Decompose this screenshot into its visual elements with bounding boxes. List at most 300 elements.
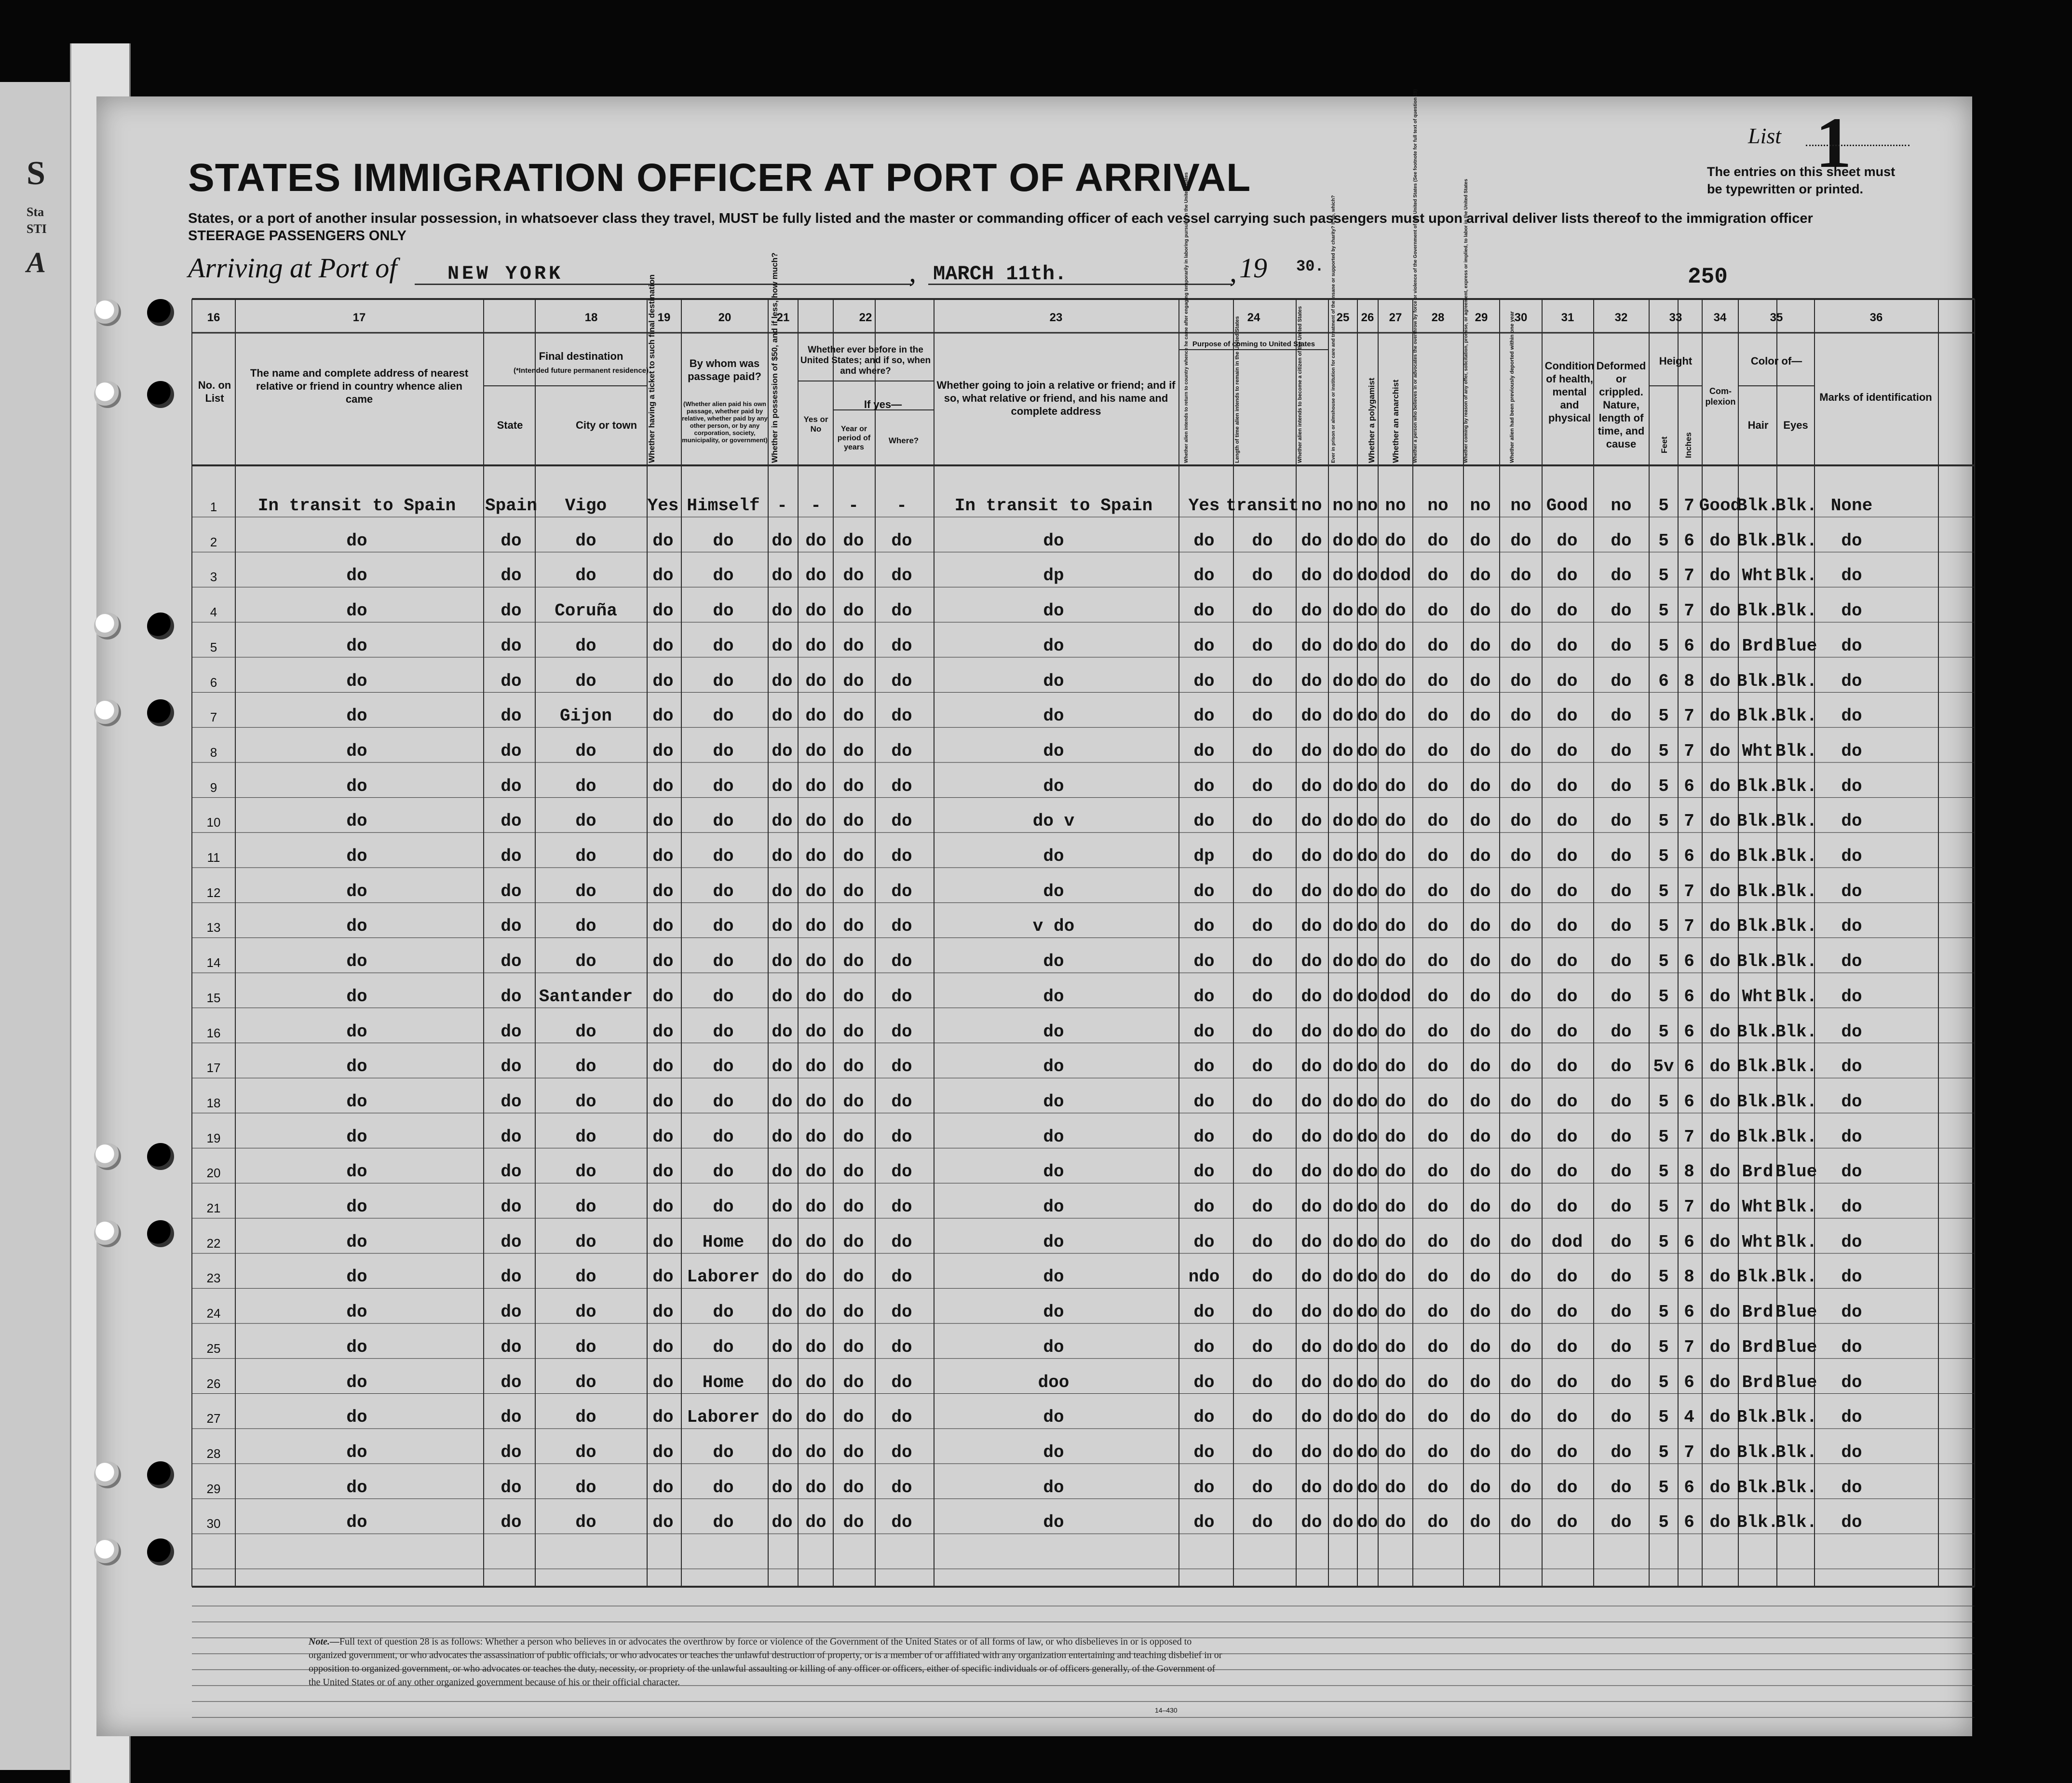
cell-rel: do	[346, 1232, 367, 1252]
cell-join: do	[1043, 636, 1064, 656]
cell-marks: do	[1841, 1337, 1862, 1357]
cell-c25: do	[1332, 636, 1354, 656]
cell-c22b: do	[843, 671, 864, 691]
cell-city: do	[575, 1127, 596, 1147]
cell-c25: do	[1332, 1021, 1354, 1042]
cell-rel: do	[346, 846, 367, 866]
cell-c28: do	[1427, 1197, 1449, 1217]
cell-c31: do	[1557, 1091, 1578, 1112]
cell-join: do	[1043, 1127, 1064, 1147]
cell-p2: do	[1252, 952, 1273, 972]
cell-c22b: do	[843, 1512, 864, 1533]
cell-hair: Blk.	[1736, 1267, 1779, 1287]
cell-c28: do	[1427, 1512, 1449, 1533]
row-number: 27	[206, 1411, 221, 1426]
cell-ft: 5	[1658, 566, 1669, 586]
row-number: 26	[206, 1376, 221, 1391]
cell-c29: do	[1470, 1021, 1491, 1042]
cell-ticket: do	[652, 741, 674, 761]
cell-c30: do	[1510, 1302, 1531, 1322]
cell-c22a: -	[811, 496, 821, 516]
row-number: 2	[210, 534, 217, 549]
cell-state: do	[501, 706, 522, 726]
header-hair: Hair	[1747, 419, 1769, 431]
cell-c22a: do	[805, 846, 826, 866]
cell-in: 7	[1684, 1442, 1694, 1462]
cell-c26: do	[1357, 1091, 1378, 1112]
cell-c28: do	[1427, 671, 1449, 691]
cell-c26: do	[1357, 741, 1378, 761]
cell-p2: do	[1252, 1512, 1273, 1533]
cell-p3: do	[1301, 636, 1322, 656]
cell-marks: do	[1841, 1197, 1862, 1217]
cell-c22a: do	[805, 1302, 826, 1322]
column-number: 28	[1431, 311, 1445, 324]
cell-city: do	[575, 1197, 596, 1217]
cell-c26: do	[1357, 811, 1378, 831]
cell-c25: do	[1332, 1477, 1354, 1497]
cell-c30: do	[1510, 1162, 1531, 1182]
header-marks: Marks of identification	[1819, 391, 1932, 403]
cell-ft: 6	[1658, 671, 1669, 691]
cell-c22c: do	[891, 1021, 912, 1042]
cell-join: do	[1043, 1337, 1064, 1357]
cell-c29: do	[1470, 1407, 1491, 1428]
cell-paid: do	[713, 1442, 734, 1462]
cell-hair: Wht	[1742, 1232, 1774, 1252]
cell-state: do	[501, 1021, 522, 1042]
cell-c29: do	[1470, 531, 1491, 551]
cell-eyes: Blk.	[1775, 846, 1817, 866]
cell-p3: no	[1301, 496, 1322, 516]
entries-note-line: be typewritten or printed.	[1707, 182, 1864, 196]
cell-c22a: do	[805, 531, 826, 551]
cell-c28: do	[1427, 1021, 1449, 1042]
cell-c25: do	[1332, 1057, 1354, 1077]
cell-c27: do	[1385, 1267, 1406, 1287]
cell-p1: do	[1193, 916, 1215, 937]
cell-c26: do	[1357, 531, 1378, 551]
cell-c31: do	[1557, 1021, 1578, 1042]
cell-c22a: do	[805, 1267, 826, 1287]
cell-city: do	[575, 1442, 596, 1462]
cell-c21: do	[772, 1057, 793, 1077]
cell-p2: do	[1252, 1477, 1273, 1497]
cell-c22b: do	[843, 706, 864, 726]
cell-eyes: Blue	[1775, 1162, 1817, 1182]
cell-ft: 5	[1658, 1162, 1669, 1182]
cell-marks: do	[1841, 952, 1862, 972]
port-of-arrival: NEW YORK	[447, 263, 564, 285]
cell-hair: Brd	[1742, 1162, 1774, 1182]
cell-marks: None	[1830, 496, 1873, 516]
cell-join: do	[1043, 846, 1064, 866]
cell-c32: do	[1611, 1512, 1632, 1533]
cell-eyes: Blk.	[1775, 566, 1817, 586]
cell-c32: do	[1611, 952, 1632, 972]
cell-p3: do	[1301, 1127, 1322, 1147]
cell-c21: do	[772, 636, 793, 656]
cell-hair: Blk.	[1736, 671, 1779, 691]
column-number: 27	[1389, 311, 1402, 324]
cell-c21: do	[772, 986, 793, 1007]
header-nearest-relative: The name and complete address of nearest relative or friend in country whence alien came	[250, 367, 469, 405]
cell-c22a: do	[805, 986, 826, 1007]
cell-city: do	[575, 1337, 596, 1357]
cell-c25: do	[1332, 952, 1354, 972]
cell-c32: do	[1611, 1302, 1632, 1322]
cell-state: do	[501, 846, 522, 866]
cell-rel: do	[346, 636, 367, 656]
cell-p3: do	[1301, 1232, 1322, 1252]
cell-eyes: Blk.	[1775, 1127, 1817, 1147]
cell-ft: 5v	[1653, 1057, 1674, 1077]
cell-p2: do	[1252, 636, 1273, 656]
header-city: City or town	[575, 419, 637, 431]
cell-c29: do	[1470, 601, 1491, 621]
cell-c25: do	[1332, 706, 1354, 726]
cell-c21: do	[772, 706, 793, 726]
cell-in: 7	[1684, 881, 1694, 901]
cell-c32: do	[1611, 776, 1632, 796]
cell-c22b: -	[848, 496, 859, 516]
cell-c22c: do	[891, 916, 912, 937]
cell-join: do v	[1032, 811, 1075, 831]
cell-c22b: do	[843, 1267, 864, 1287]
header-health: Condition of health, mental and physical	[1544, 360, 1595, 424]
cell-c21: do	[772, 1512, 793, 1533]
cell-state: do	[501, 1372, 522, 1392]
cell-hair: Brd	[1742, 1337, 1774, 1357]
cell-c22b: do	[843, 1407, 864, 1428]
cell-c21: do	[772, 1477, 793, 1497]
header-anarchist: Whether an anarchist	[1391, 380, 1400, 463]
cell-in: 8	[1684, 1162, 1694, 1182]
cell-comp: do	[1709, 706, 1731, 726]
cell-city: do	[575, 1162, 596, 1182]
cell-eyes: Blk.	[1775, 496, 1817, 516]
cell-c25: do	[1332, 881, 1354, 901]
cell-city: Coruña	[555, 601, 617, 621]
cell-c28: do	[1427, 986, 1449, 1007]
cell-rel: do	[346, 916, 367, 937]
cell-p3: do	[1301, 566, 1322, 586]
cell-ft: 5	[1658, 1442, 1669, 1462]
row-number: 8	[210, 745, 217, 760]
cell-state: do	[501, 1127, 522, 1147]
column-number: 21	[776, 311, 790, 324]
header-year-period: Year or period of years	[837, 425, 871, 451]
cell-c21: do	[772, 1197, 793, 1217]
cell-c29: do	[1470, 986, 1491, 1007]
cell-c21: do	[772, 531, 793, 551]
cell-c22a: do	[805, 706, 826, 726]
cell-c25: do	[1332, 1127, 1354, 1147]
cell-state: do	[501, 1057, 522, 1077]
cell-join: do	[1043, 741, 1064, 761]
cell-c22a: do	[805, 601, 826, 621]
cell-c32: do	[1611, 846, 1632, 866]
cell-c31: do	[1557, 741, 1578, 761]
cell-c22c: do	[891, 952, 912, 972]
cell-c21: do	[772, 1267, 793, 1287]
cell-eyes: Blk.	[1775, 706, 1817, 726]
cell-c25: do	[1332, 1302, 1354, 1322]
cell-c32: do	[1611, 1162, 1632, 1182]
cell-c28: do	[1427, 1057, 1449, 1077]
cell-p1: do	[1193, 1337, 1215, 1357]
cell-rel: do	[346, 1127, 367, 1147]
header-fifty-dollars: Whether in possession of $50, and if less, how much?	[770, 252, 779, 463]
cell-city: do	[575, 1407, 596, 1428]
cell-c31: do	[1557, 846, 1578, 866]
cell-eyes: Blk.	[1775, 741, 1817, 761]
cell-c27: do	[1385, 776, 1406, 796]
cell-p3: do	[1301, 741, 1322, 761]
cell-p2: do	[1252, 811, 1273, 831]
cell-comp: do	[1709, 741, 1731, 761]
cell-comp: do	[1709, 846, 1731, 866]
cell-c22a: do	[805, 1162, 826, 1182]
cell-join: do	[1043, 671, 1064, 691]
cell-state: do	[501, 531, 522, 551]
page-title: STATES IMMIGRATION OFFICER AT PORT OF ARRIVAL	[188, 156, 1251, 200]
cell-c29: do	[1470, 706, 1491, 726]
cell-c21: do	[772, 881, 793, 901]
cell-p1: do	[1193, 1057, 1215, 1077]
header-deformed: Deformed or crippled. Nature, length of time, and cause	[1596, 360, 1646, 450]
cell-c28: do	[1427, 1442, 1449, 1462]
cell-city: do	[575, 741, 596, 761]
cell-p2: do	[1252, 846, 1273, 866]
cell-hair: Wht	[1742, 986, 1774, 1007]
cell-in: 6	[1684, 1372, 1694, 1392]
cell-c25: do	[1332, 1407, 1354, 1428]
cell-eyes: Blk.	[1775, 1057, 1817, 1077]
cell-marks: do	[1841, 1442, 1862, 1462]
cell-ft: 5	[1658, 601, 1669, 621]
cell-c31: do	[1557, 1372, 1578, 1392]
cell-c31: do	[1557, 986, 1578, 1007]
cell-c27: do	[1385, 881, 1406, 901]
cell-c21: do	[772, 916, 793, 937]
cell-c32: do	[1611, 1091, 1632, 1112]
cell-ticket: do	[652, 776, 674, 796]
row-number: 6	[210, 675, 217, 690]
cell-marks: do	[1841, 706, 1862, 726]
cell-comp: Good	[1699, 496, 1741, 516]
cell-c32: do	[1611, 1197, 1632, 1217]
cell-c22c: do	[891, 1477, 912, 1497]
cell-join: do	[1043, 1407, 1064, 1428]
cell-c29: do	[1470, 1127, 1491, 1147]
cell-c22b: do	[843, 1197, 864, 1217]
cell-eyes: Blk.	[1775, 531, 1817, 551]
cell-eyes: Blk.	[1775, 986, 1817, 1007]
cell-in: 6	[1684, 952, 1694, 972]
cell-eyes: Blk.	[1775, 1197, 1817, 1217]
cell-eyes: Blk.	[1775, 1407, 1817, 1428]
cell-p1: dp	[1193, 846, 1215, 866]
cell-in: 6	[1684, 1477, 1694, 1497]
cell-c25: do	[1332, 741, 1354, 761]
cell-p1: do	[1193, 741, 1215, 761]
cell-join: In transit to Spain	[954, 496, 1153, 516]
cell-comp: do	[1709, 671, 1731, 691]
cell-paid: do	[713, 1512, 734, 1533]
cell-c28: do	[1427, 916, 1449, 937]
cell-comp: do	[1709, 1372, 1731, 1392]
row-number: 15	[206, 990, 221, 1005]
cell-in: 6	[1684, 986, 1694, 1007]
header-yes-or-no: Yes or No	[803, 415, 828, 434]
cell-p2: do	[1252, 671, 1273, 691]
cell-c27: do	[1385, 916, 1406, 937]
cell-join: do	[1043, 1162, 1064, 1182]
cell-state: do	[501, 1232, 522, 1252]
cell-c22c: do	[891, 671, 912, 691]
cell-ft: 5	[1658, 776, 1669, 796]
cell-join: do	[1043, 1232, 1064, 1252]
cell-p2: do	[1252, 776, 1273, 796]
row-number: 4	[210, 605, 217, 620]
header-purpose-citizen: Whether alien intends to become a citizen of the United States	[1297, 306, 1303, 463]
cell-c29: do	[1470, 1442, 1491, 1462]
cell-in: 7	[1684, 741, 1694, 761]
cell-p1: do	[1193, 1232, 1215, 1252]
cell-hair: Brd	[1742, 1372, 1774, 1392]
cell-c29: do	[1470, 636, 1491, 656]
cell-c22a: do	[805, 1372, 826, 1392]
cell-hair: Blk.	[1736, 1091, 1779, 1112]
cell-c27: do	[1385, 1232, 1406, 1252]
cell-rel: do	[346, 1197, 367, 1217]
cell-c27: do	[1385, 671, 1406, 691]
cell-ticket: do	[652, 531, 674, 551]
cell-state: do	[501, 811, 522, 831]
cell-eyes: Blk.	[1775, 811, 1817, 831]
separator: ,	[1230, 256, 1237, 288]
cell-c27: do	[1385, 1057, 1406, 1077]
cell-c28: do	[1427, 531, 1449, 551]
cell-join: do	[1043, 601, 1064, 621]
cell-p3: do	[1301, 1162, 1322, 1182]
row-number: 29	[206, 1481, 221, 1496]
cell-c27: do	[1385, 952, 1406, 972]
cell-c21: do	[772, 1407, 793, 1428]
cell-c22a: do	[805, 952, 826, 972]
header-before-in-us: Whether ever before in the United States; and if so, when and where?	[800, 345, 931, 376]
cell-c32: do	[1611, 1372, 1632, 1392]
cell-c27: no	[1385, 496, 1406, 516]
cell-c30: do	[1510, 531, 1531, 551]
cell-rel: do	[346, 601, 367, 621]
row-number: 22	[206, 1236, 221, 1251]
cell-c21: do	[772, 671, 793, 691]
cell-c26: do	[1357, 846, 1378, 866]
cell-c28: do	[1427, 1232, 1449, 1252]
cell-p3: do	[1301, 671, 1322, 691]
cell-c26: do	[1357, 881, 1378, 901]
cell-p1: do	[1193, 1512, 1215, 1533]
cell-ft: 5	[1658, 531, 1669, 551]
cell-c22b: do	[843, 1372, 864, 1392]
header-passage: By whom was passage paid?	[688, 357, 761, 382]
cell-paid: do	[713, 566, 734, 586]
cell-hair: Blk.	[1736, 846, 1779, 866]
cell-marks: do	[1841, 916, 1862, 937]
header-inches: Inches	[1684, 432, 1693, 458]
cell-c26: do	[1357, 776, 1378, 796]
column-number: 31	[1561, 311, 1574, 324]
cell-c32: do	[1611, 706, 1632, 726]
cell-eyes: Blk.	[1775, 1232, 1817, 1252]
header-prison-almshouse	[1331, 347, 1336, 463]
column-number: 19	[657, 311, 671, 324]
cell-comp: do	[1709, 916, 1731, 937]
cell-p3: do	[1301, 1407, 1322, 1428]
cell-eyes: Blk.	[1775, 881, 1817, 901]
cell-c31: do	[1557, 1197, 1578, 1217]
cell-ft: 5	[1658, 916, 1669, 937]
cell-ft: 5	[1658, 636, 1669, 656]
cell-c32: do	[1611, 881, 1632, 901]
cell-paid: Home	[702, 1372, 745, 1392]
cell-c25: do	[1332, 671, 1354, 691]
cell-c27: do	[1385, 1337, 1406, 1357]
row-number: 18	[206, 1095, 221, 1110]
cell-p1: do	[1193, 986, 1215, 1007]
cell-c29: do	[1470, 1197, 1491, 1217]
header-join-relative: Whether going to join a relative or friend; and if so, what relative or friend, and his name and complete address	[936, 379, 1176, 417]
cell-c22c: do	[891, 1407, 912, 1428]
cell-c26: do	[1357, 1512, 1378, 1533]
prev-page-glyph: Sta	[27, 205, 44, 219]
cell-c31: do	[1557, 916, 1578, 937]
cell-join: do	[1043, 1302, 1064, 1322]
cell-c27: do	[1385, 1372, 1406, 1392]
cell-c21: do	[772, 1091, 793, 1112]
cell-c22b: do	[843, 1232, 864, 1252]
cell-c31: do	[1557, 601, 1578, 621]
cell-p1: ndo	[1188, 1267, 1220, 1287]
cell-eyes: Blk.	[1775, 1091, 1817, 1112]
cell-c27: do	[1385, 1407, 1406, 1428]
cell-p2: do	[1252, 1232, 1273, 1252]
list-number: 1	[1815, 103, 1852, 183]
cell-ft: 5	[1658, 1337, 1669, 1357]
cell-hair: Blk.	[1736, 1477, 1779, 1497]
column-number: 24	[1247, 311, 1260, 324]
cell-c31: do	[1557, 531, 1578, 551]
cell-p1: do	[1193, 1162, 1215, 1182]
cell-c31: do	[1557, 706, 1578, 726]
cell-join: do	[1043, 531, 1064, 551]
cell-p3: do	[1301, 776, 1322, 796]
cell-p1: do	[1193, 601, 1215, 621]
row-number: 13	[206, 920, 221, 935]
cell-hair: Blk.	[1736, 881, 1779, 901]
cell-join: do	[1043, 1091, 1064, 1112]
row-number: 23	[206, 1271, 221, 1286]
cell-c27: dod	[1380, 566, 1411, 586]
cell-city: do	[575, 1372, 596, 1392]
cell-c22b: do	[843, 1091, 864, 1112]
cell-p1: Yes	[1188, 496, 1220, 516]
cell-ticket: do	[652, 636, 674, 656]
cell-c25: do	[1332, 601, 1354, 621]
cell-ticket: do	[652, 1267, 674, 1287]
